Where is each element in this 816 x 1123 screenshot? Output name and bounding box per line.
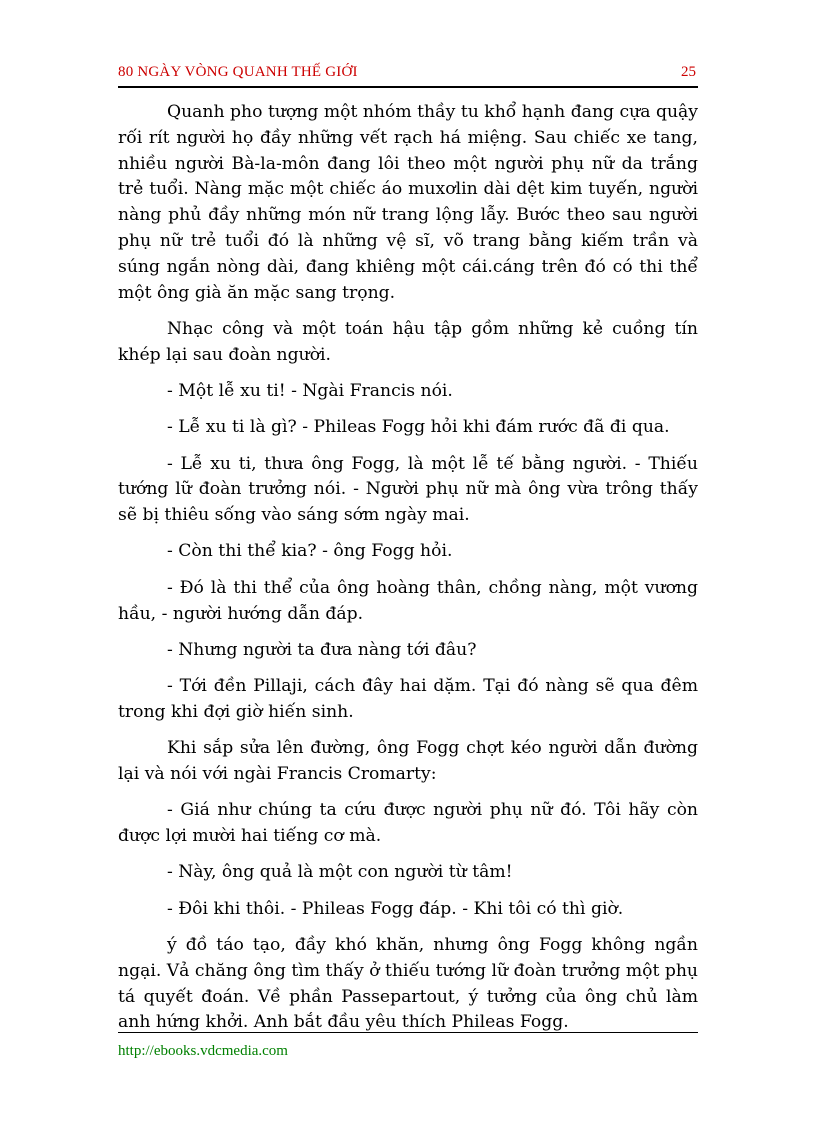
paragraph: - Giá như chúng ta cứu được người phụ nữ đó. Tôi hãy còn được lợi mười hai tiếng cơ mà.	[118, 800, 698, 847]
footer-link[interactable]: http://ebooks.vdcmedia.com	[118, 1043, 288, 1059]
paragraph: - Nhưng người ta đưa nàng tới đâu?	[167, 639, 477, 660]
body-text	[118, 100, 698, 1047]
page-number: 25	[681, 64, 696, 80]
footer-divider	[118, 1032, 698, 1033]
page-header	[118, 64, 698, 88]
paragraph: - Này, ông quả là một con người từ tâm!	[167, 862, 513, 883]
paragraph: Nhạc công và một toán hậu tập gồm những kẻ cuồng tín khép lại sau đoàn người.	[118, 318, 698, 365]
paragraph: ý đồ táo tạo, đầy khó khăn, nhưng ông Fogg không ngần ngại. Vả chăng ông tìm thấy ở thiếu tướng lữ đoàn trưởng một phụ tá quyết đoán. Về phần Passepartout, ý tưởng của ông chủ làm anh hứng khởi. Anh bắt đầu yêu thích Phileas Fogg.	[118, 935, 698, 1033]
paragraph: - Lễ xu ti, thưa ông Fogg, là một lễ tế bằng người. - Thiếu tướng lữ đoàn trưởng nói. - Người phụ nữ mà ông vừa trông thấy sẽ bị thiêu sống vào sáng sớm ngày mai.	[118, 453, 698, 526]
paragraph: Quanh pho tượng một nhóm thầy tu khổ hạnh đang cựa quậy rối rít người họ đầy những vết rạch há miệng. Sau chiếc xe tang, nhiều người Bà-la-môn đang lôi theo một người phụ nữ da trắng trẻ tuổi. Nàng mặc một chiếc áo muxơlin dài dệt kim tuyến, người nàng phủ đầy những món nữ trang lộng lẫy. Bước theo sau người phụ nữ trẻ tuổi đó là những vệ sĩ, võ trang bằng kiếm trần và súng ngắn nòng dài, đang khiêng một cái.cáng trên đó có thi thể một ông già ăn mặc sang trọng.	[118, 102, 698, 303]
paragraph: - Lễ xu ti là gì? - Phileas Fogg hỏi khi đám rước đã đi qua.	[167, 417, 670, 438]
paragraph: - Tới đền Pillaji, cách đây hai dặm. Tại đó nàng sẽ qua đêm trong khi đợi giờ hiến sinh.	[118, 676, 698, 722]
paragraph: - Một lễ xu ti! - Ngài Francis nói.	[167, 380, 453, 401]
paragraph: - Còn thi thể kia? - ông Fogg hỏi.	[167, 541, 453, 562]
paragraph: - Đó là thi thể của ông hoàng thân, chồng nàng, một vương hầu, - người hướng dẫn đáp.	[118, 577, 698, 624]
paragraph: - Đôi khi thôi. - Phileas Fogg đáp. - Khi tôi có thì giờ.	[167, 898, 624, 919]
paragraph: Khi sắp sửa lên đường, ông Fogg chợt kéo người dẫn đường lại và nói với ngài Francis Cromarty:	[118, 738, 698, 785]
book-title: 80 NGÀY VÒNG QUANH THẾ GIỚI	[118, 64, 358, 80]
